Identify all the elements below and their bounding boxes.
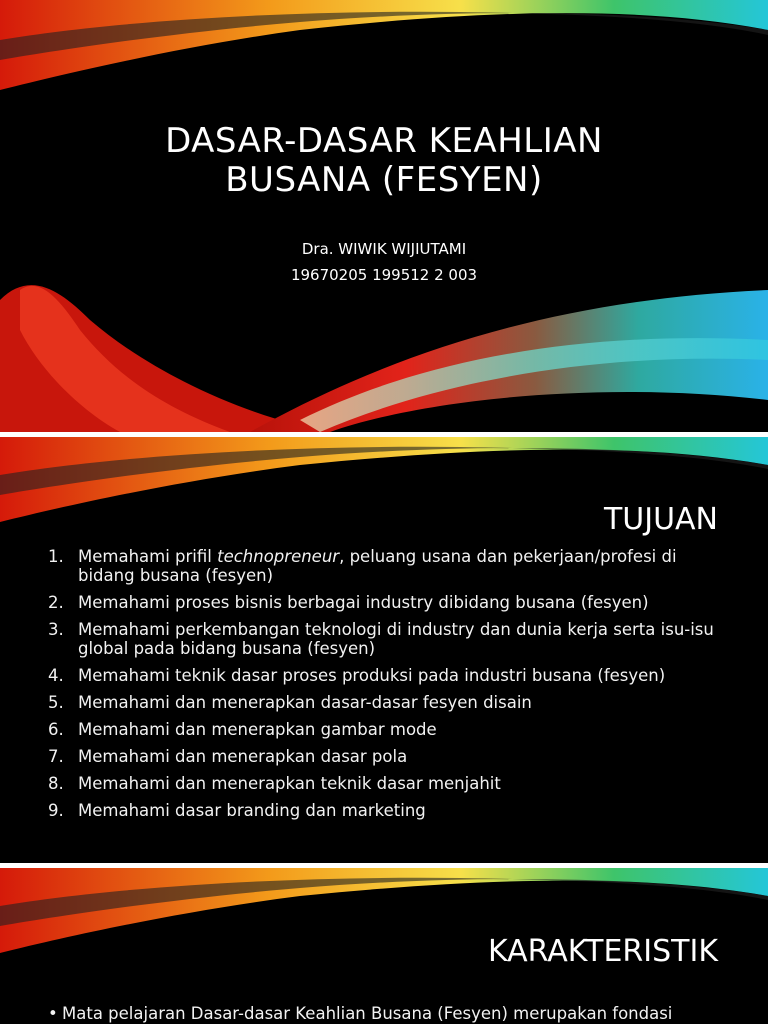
objectives-list	[48, 547, 728, 828]
slide-objectives	[0, 437, 768, 863]
slide-title	[0, 0, 768, 432]
bullet-item: • Mata pelajaran Dasar-dasar Keahlian Busana (Fesyen) merupakan fondasi	[48, 1004, 673, 1023]
title-line-1: DASAR-DASAR KEAHLIAN	[165, 121, 603, 161]
characteristics-heading: KARAKTERISTIK	[487, 934, 718, 969]
list-item: 7. Memahami dan menerapkan dasar pola	[48, 747, 408, 766]
list-item: 4. Memahami teknik dasar proses produksi pada industri busana (fesyen)	[48, 666, 666, 685]
list-item: 8. Memahami dan menerapkan teknik dasar menjahit	[48, 774, 501, 793]
objectives-heading: TUJUAN	[603, 502, 718, 537]
author-id-number: 19670205 199512 2 003	[290, 266, 478, 284]
list-item: 6. Memahami dan menerapkan gambar mode	[48, 720, 437, 739]
subtitle	[0, 236, 768, 288]
list-item: 5. Memahami dan menerapkan dasar-dasar fesyen disain	[48, 693, 532, 712]
list-item: 3. Memahami perkembangan teknologi di industry dan dunia kerja serta isu-isu global pada bidang busana (fesyen)	[48, 620, 714, 658]
author-name: Dra. WIWIK WIJIUTAMI	[301, 240, 467, 258]
list-item: 1. Memahami prifil technopreneur, peluang usana dan pekerjaan/profesi di bidang busana (fesyen)	[48, 547, 677, 585]
title-line-2: BUSANA (FESYEN)	[225, 160, 543, 200]
swoosh-background	[0, 0, 768, 432]
list-item: 2. Memahami proses bisnis berbagai industry dibidang busana (fesyen)	[48, 593, 649, 612]
slide-characteristics	[0, 868, 768, 1024]
presentation-title	[0, 122, 768, 200]
list-item: 9. Memahami dasar branding dan marketing	[48, 801, 426, 820]
